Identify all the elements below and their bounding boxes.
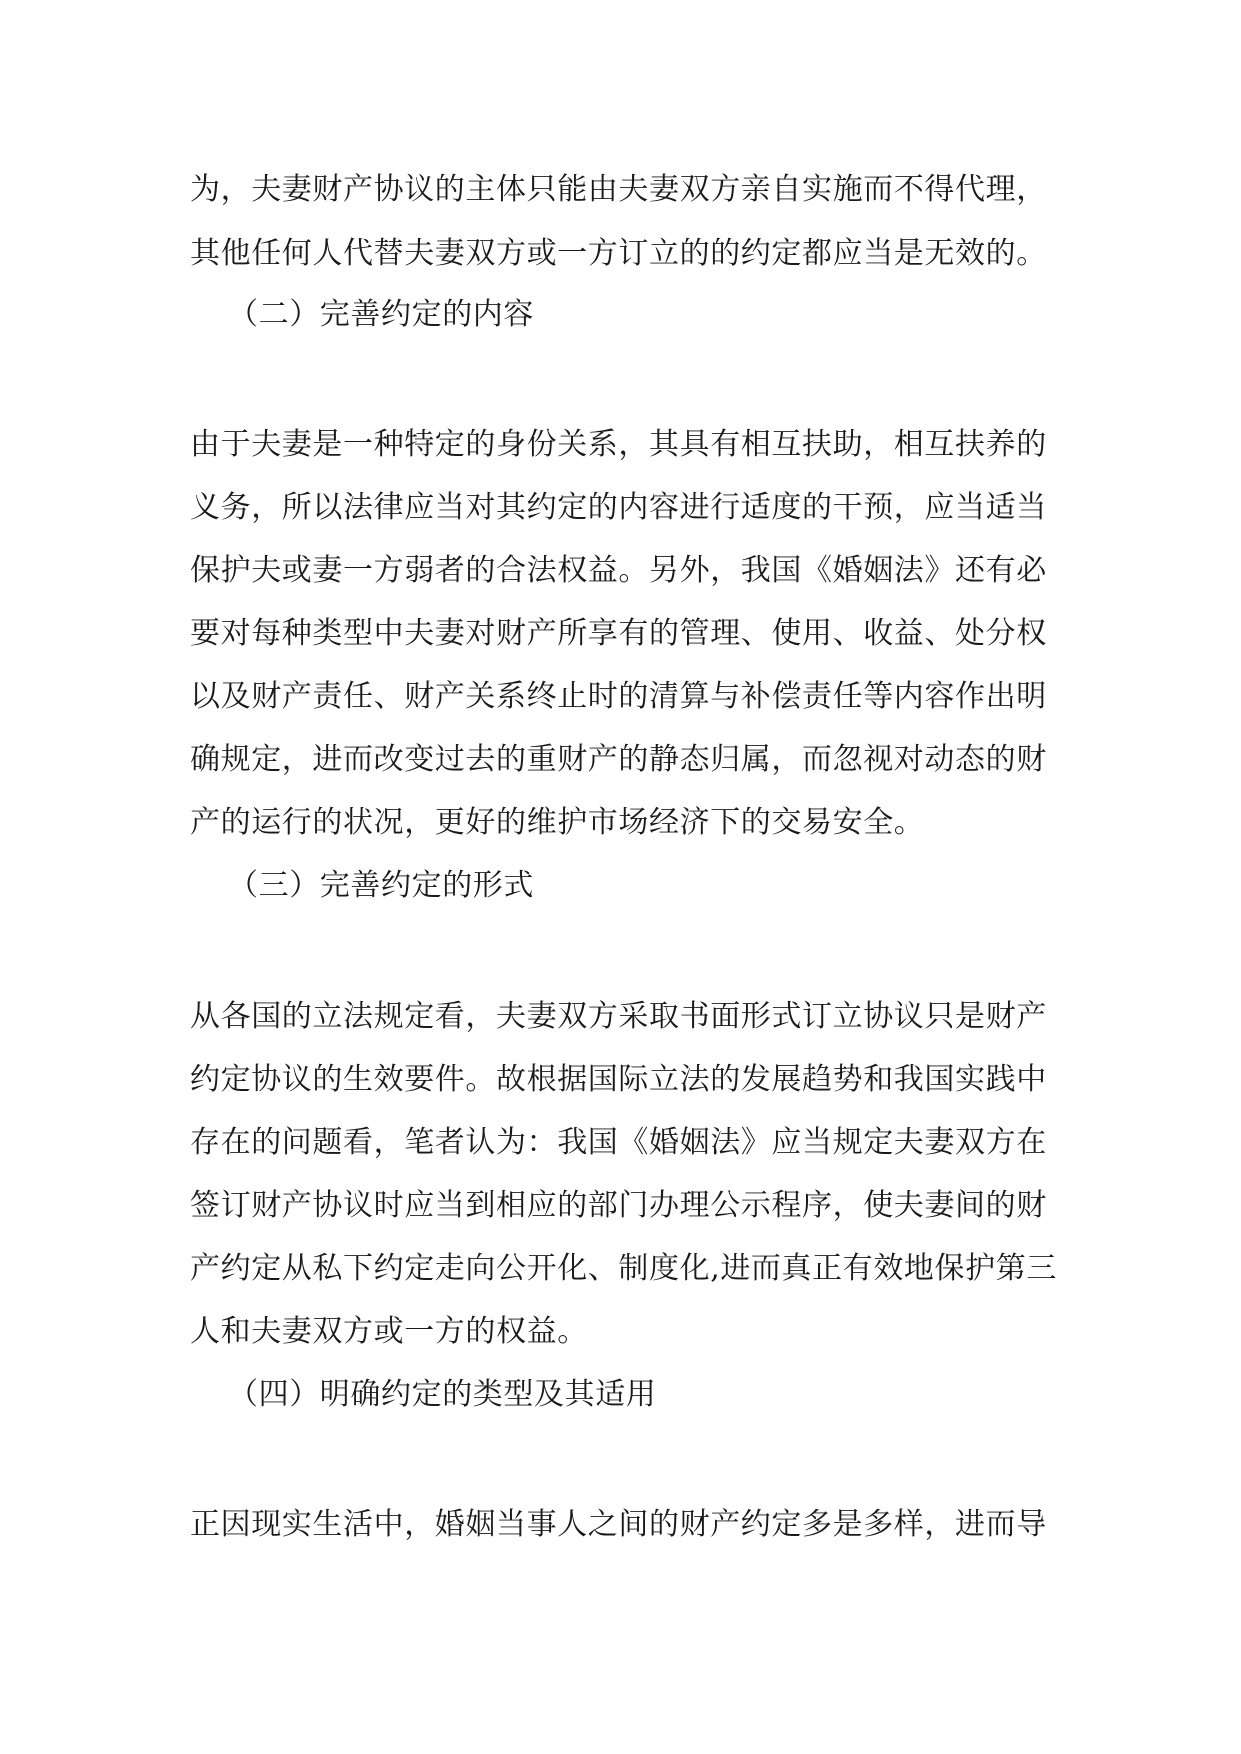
text-line: 存在的问题看，笔者认为：我国《婚姻法》应当规定夫妻双方在 (190, 1125, 1047, 1160)
text-line: 签订财产协议时应当到相应的部门办理公示程序，使夫妻间的财 (190, 1188, 1047, 1223)
text-line: 为，夫妻财产协议的主体只能由夫妻双方亲自实施而不得代理， (190, 172, 1047, 207)
text-line: 约定协议的生效要件。故根据国际立法的发展趋势和我国实践中 (190, 1062, 1047, 1097)
text-line: 正因现实生活中，婚姻当事人之间的财产约定多是多样，进而导 (190, 1507, 1047, 1542)
text-line: 人和夫妻双方或一方的权益。 (190, 1314, 588, 1349)
text-line: 确规定，进而改变过去的重财产的静态归属，而忽视对动态的财 (190, 742, 1047, 777)
text-line: 由于夫妻是一种特定的身份关系，其具有相互扶助，相互扶养的 (190, 427, 1047, 462)
text-line: 从各国的立法规定看，夫妻双方采取书面形式订立协议只是财产 (190, 999, 1047, 1034)
text-line: 产的运行的状况，更好的维护市场经济下的交易安全。 (190, 805, 925, 840)
text-line: 产约定从私下约定走向公开化、制度化,进而真正有效地保护第三 (190, 1251, 1057, 1286)
section-heading-3: （三）完善约定的形式 (228, 868, 534, 903)
section-heading-4: （四）明确约定的类型及其适用 (228, 1377, 657, 1412)
text-line: 要对每种类型中夫妻对财产所享有的管理、使用、收益、处分权 (190, 616, 1047, 651)
text-line: 保护夫或妻一方弱者的合法权益。另外，我国《婚姻法》还有必 (190, 553, 1047, 588)
section-heading-2: （二）完善约定的内容 (228, 297, 534, 332)
text-line: 义务，所以法律应当对其约定的内容进行适度的干预，应当适当 (190, 490, 1047, 525)
text-line: 以及财产责任、财产关系终止时的清算与补偿责任等内容作出明 (190, 679, 1047, 714)
text-line: 其他任何人代替夫妻双方或一方订立的的约定都应当是无效的。 (190, 236, 1047, 271)
